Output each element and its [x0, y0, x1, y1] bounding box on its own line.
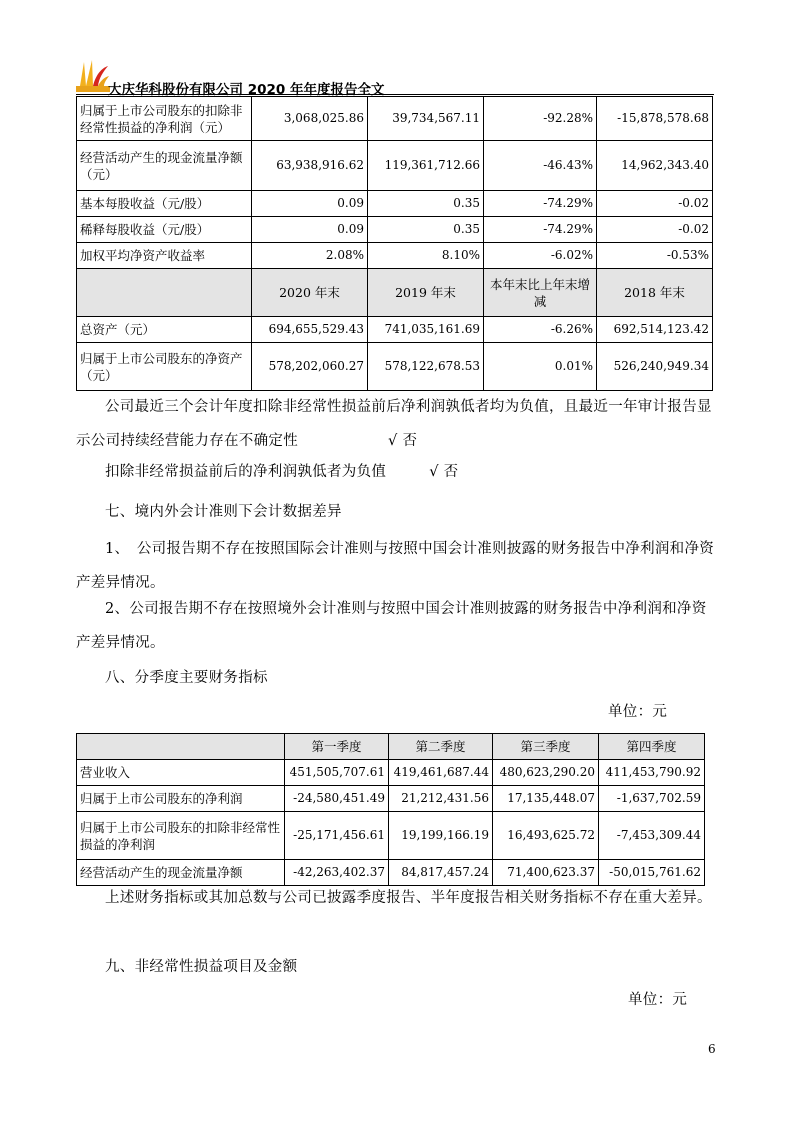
row-label: 归属于上市公司股东的扣除非经常性损益的净利润（元） [77, 97, 252, 141]
cell: 411,453,790.92 [599, 760, 705, 786]
cell: -50,015,761.62 [599, 860, 705, 886]
cell: 3,068,025.86 [252, 97, 368, 141]
cell: -7,453,309.44 [599, 812, 705, 860]
column-header: 第一季度 [285, 734, 389, 760]
cell: -24,580,451.49 [285, 786, 389, 812]
cell: 2.08% [252, 243, 368, 269]
table-header-row [77, 734, 705, 760]
cell: 694,655,529.43 [252, 317, 368, 343]
cell: 692,514,123.42 [597, 317, 713, 343]
unit-label: 单位：元 [608, 704, 668, 720]
row-label: 经营活动产生的现金流量净额（元） [77, 141, 252, 191]
section-heading-7: 七、境内外会计准则下会计数据差异 [105, 504, 342, 520]
company-logo-icon [76, 56, 110, 92]
cell: -15,878,578.68 [597, 97, 713, 141]
column-header: 第二季度 [389, 734, 493, 760]
row-label: 归属于上市公司股东的净利润 [77, 786, 285, 812]
row-label: 归属于上市公司股东的净资产（元） [77, 343, 252, 391]
cell: -74.29% [484, 217, 597, 243]
cell: 39,734,567.11 [368, 97, 484, 141]
cell: 17,135,448.07 [493, 786, 599, 812]
paragraph-quarterly-note: 上述财务指标或其加总数与公司已披露季度报告、半年度报告相关财务指标不存在重大差异。 [105, 890, 712, 906]
paragraph-text: 公司最近三个会计年度扣除非经常性损益前后净利润孰低者均为负值，且最近一年审计报告显示公司持续经营能力存在不确定性 [76, 399, 712, 449]
table-row [77, 191, 713, 217]
cell: 21,212,431.56 [389, 786, 493, 812]
cell: 0.09 [252, 217, 368, 243]
checkbox-answer: √ 否 [429, 464, 459, 480]
cell: 19,199,166.19 [389, 812, 493, 860]
cell: 451,505,707.61 [285, 760, 389, 786]
cell: 71,400,623.37 [493, 860, 599, 886]
paragraph-foreign-difference: 2、公司报告期不存在按照境外会计准则与按照中国会计准则披露的财务报告中净利润和净资产差异情况。 [76, 601, 707, 651]
column-header: 2020 年末 [252, 269, 368, 317]
unit-label: 单位：元 [628, 992, 688, 1008]
checkbox-answer: √ 否 [388, 433, 418, 449]
cell: 0.35 [368, 217, 484, 243]
cell: -25,171,456.61 [285, 812, 389, 860]
empty-cell [77, 269, 252, 317]
table-row [77, 812, 705, 860]
column-header: 第四季度 [599, 734, 705, 760]
paragraph-negative-profit [76, 390, 716, 458]
cell: 578,122,678.53 [368, 343, 484, 391]
cell: 419,461,687.44 [389, 760, 493, 786]
table-row [77, 141, 713, 191]
row-label: 加权平均净资产收益率 [77, 243, 252, 269]
quarterly-table [76, 733, 705, 886]
cell: -0.02 [597, 217, 713, 243]
cell: -74.29% [484, 191, 597, 217]
cell: 0.35 [368, 191, 484, 217]
row-label: 总资产（元） [77, 317, 252, 343]
row-label: 基本每股收益（元/股） [77, 191, 252, 217]
page-number: 6 [708, 1042, 716, 1056]
cell: 578,202,060.27 [252, 343, 368, 391]
table-row [77, 217, 713, 243]
cell: 63,938,916.62 [252, 141, 368, 191]
cell: -46.43% [484, 141, 597, 191]
column-header: 第三季度 [493, 734, 599, 760]
row-label: 稀释每股收益（元/股） [77, 217, 252, 243]
header-title: 大庆华科股份有限公司 2020 年年度报告全文 [108, 82, 385, 98]
cell: 16,493,625.72 [493, 812, 599, 860]
cell: 8.10% [368, 243, 484, 269]
cell: 0.01% [484, 343, 597, 391]
column-header: 2019 年末 [368, 269, 484, 317]
paragraph-ias-difference: 1、 公司报告期不存在按照国际会计准则与按照中国会计准则披露的财务报告中净利润和净资产差异情况。 [76, 541, 715, 591]
cell: 741,035,161.69 [368, 317, 484, 343]
cell: -42,263,402.37 [285, 860, 389, 886]
table-row [77, 317, 713, 343]
table-subheader-row [77, 269, 713, 317]
section-heading-8: 八、分季度主要财务指标 [105, 670, 268, 686]
paragraph-text: 扣除非经常损益前后的净利润孰低者为负值 [105, 464, 387, 480]
cell: 119,361,712.66 [368, 141, 484, 191]
cell: -0.53% [597, 243, 713, 269]
main-financial-table [76, 96, 713, 391]
section-heading-9: 九、非经常性损益项目及金额 [105, 959, 298, 975]
cell: 0.09 [252, 191, 368, 217]
cell: 526,240,949.34 [597, 343, 713, 391]
table-row [77, 760, 705, 786]
empty-cell [77, 734, 285, 760]
cell: -6.02% [484, 243, 597, 269]
row-label: 经营活动产生的现金流量净额 [77, 860, 285, 886]
header-rule [76, 94, 714, 95]
row-label: 营业收入 [77, 760, 285, 786]
cell: 14,962,343.40 [597, 141, 713, 191]
page-header [76, 56, 714, 96]
column-header: 2018 年末 [597, 269, 713, 317]
table-row [77, 97, 713, 141]
table-row [77, 786, 705, 812]
cell: -0.02 [597, 191, 713, 217]
cell: -92.28% [484, 97, 597, 141]
row-label: 归属于上市公司股东的扣除非经常性损益的净利润 [77, 812, 285, 860]
paragraph-negative-deducted [105, 460, 458, 481]
cell: 84,817,457.24 [389, 860, 493, 886]
cell: -6.26% [484, 317, 597, 343]
column-header: 本年末比上年末增减 [484, 269, 597, 317]
cell: 480,623,290.20 [493, 760, 599, 786]
table-row [77, 243, 713, 269]
cell: -1,637,702.59 [599, 786, 705, 812]
table-row [77, 343, 713, 391]
